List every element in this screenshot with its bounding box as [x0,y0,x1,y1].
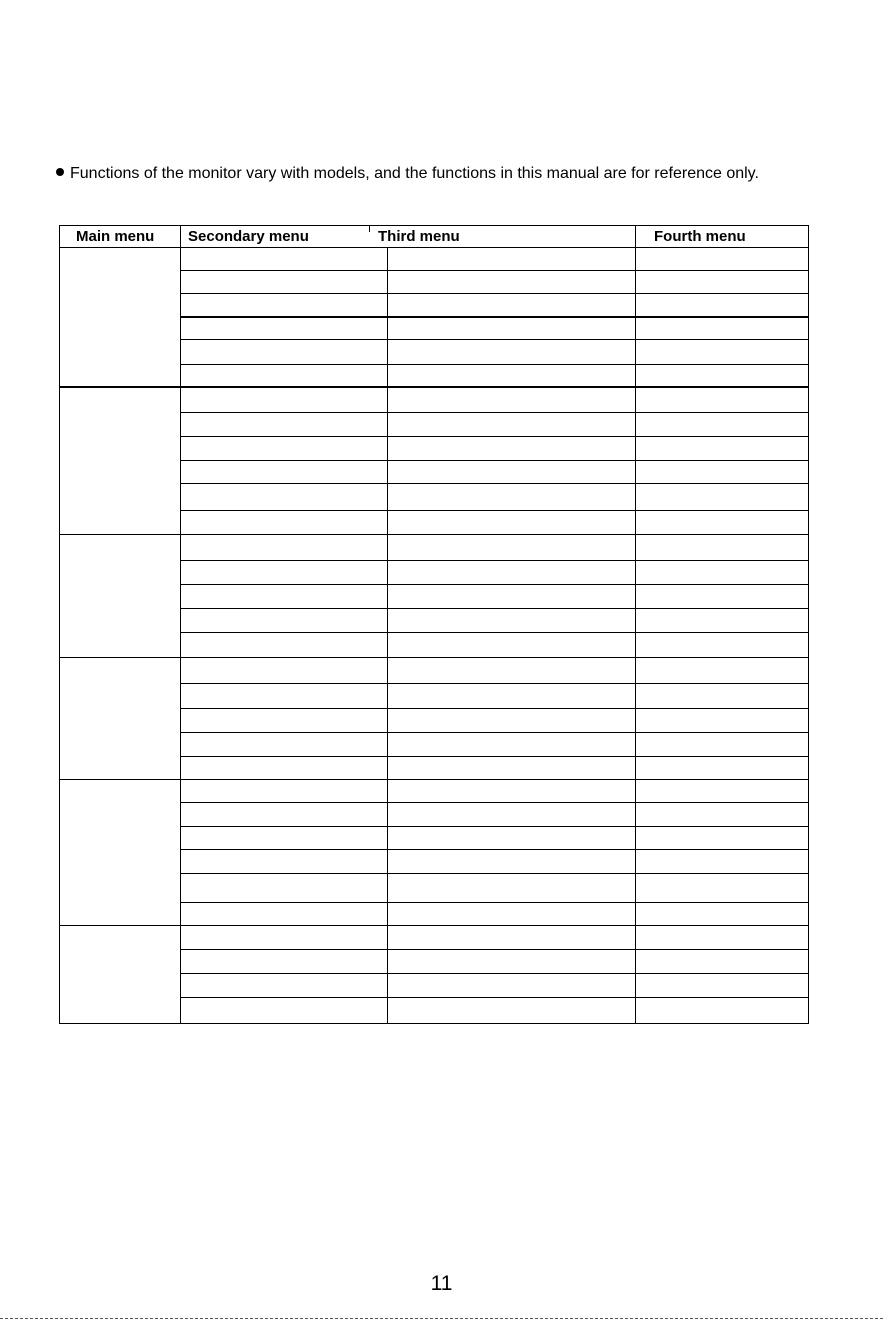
table-cell [181,535,387,560]
main-menu-cell [60,926,180,1020]
table-cell [388,658,635,683]
table-cell [636,780,808,802]
table-cell [181,950,387,973]
bullet-icon [56,168,64,176]
table-cell [181,484,387,510]
table-cell [636,658,808,683]
table-cell [181,609,387,632]
table-cell [636,998,808,1020]
table-cell [388,365,635,386]
table-cell [388,340,635,364]
table-cell [388,926,635,949]
table-cell [181,387,387,412]
reference-note-text: Functions of the monitor vary with models, and the functions in this manual are for reference only. [70,165,759,182]
table-cell [636,926,808,949]
main-menu-cell [60,387,180,534]
table-cell [181,294,387,316]
table-cell [388,437,635,460]
table-cell [636,903,808,925]
table-cell [636,803,808,826]
table-cell [388,903,635,925]
table-cell [388,633,635,657]
table-cell [636,484,808,510]
table-cell [181,684,387,708]
table-cell [636,294,808,316]
table-cell [181,365,387,386]
table-cell [181,974,387,997]
header-fourth-menu: Fourth menu [654,228,746,245]
table-cell [388,271,635,293]
table-cell [636,827,808,849]
table-cell [388,850,635,873]
table-cell [388,684,635,708]
table-cell [181,926,387,949]
table-cell [636,317,808,339]
table-cell [388,874,635,902]
table-cell [181,561,387,584]
table-cell [636,387,808,412]
table-cell [636,757,808,779]
table-cell [388,780,635,802]
table-cell [636,340,808,364]
table-cell [388,757,635,779]
table-cell [181,658,387,683]
table-cell [636,974,808,997]
table-cell [636,733,808,756]
column-divider [369,226,370,232]
reference-note [56,164,759,184]
table-cell [636,633,808,657]
table-cell [388,950,635,973]
table-cell [181,709,387,732]
table-cell [636,609,808,632]
table-cell [181,413,387,436]
table-cell [181,271,387,293]
table-cell [388,998,635,1020]
table-cell [181,733,387,756]
table-cell [388,413,635,436]
header-secondary-menu: Secondary menu [188,228,309,245]
table-cell [388,827,635,849]
main-menu-cell [60,535,180,657]
main-menu-cell [60,248,180,386]
table-cell [388,803,635,826]
table-cell [388,733,635,756]
table-cell [636,511,808,534]
table-cell [636,365,808,386]
table-cell [388,387,635,412]
table-cell [388,317,635,339]
table-cell [636,709,808,732]
page-number: 11 [430,1272,453,1295]
table-cell [636,437,808,460]
table-cell [636,585,808,608]
table-cell [181,998,387,1020]
table-cell [181,585,387,608]
table-cell [181,874,387,902]
table-cell [181,437,387,460]
table-cell [636,850,808,873]
table-cell [181,511,387,534]
table-cell [388,609,635,632]
table-cell [388,535,635,560]
table-cell [636,461,808,483]
table-cell [181,248,387,270]
main-menu-cell [60,780,180,925]
table-cell [388,248,635,270]
table-cell [181,317,387,339]
table-cell [388,585,635,608]
table-cell [388,484,635,510]
table-cell [181,803,387,826]
table-cell [388,461,635,483]
header-main-menu: Main menu [76,228,155,245]
table-cell [388,561,635,584]
table-cell [181,850,387,873]
footer-rule [0,1318,883,1319]
table-cell [388,974,635,997]
table-cell [636,950,808,973]
table-cell [181,461,387,483]
table-cell [636,684,808,708]
table-cell [388,294,635,316]
table-cell [636,413,808,436]
table-cell [181,780,387,802]
table-cell [636,874,808,902]
table-cell [636,248,808,270]
table-cell [181,757,387,779]
table-cell [181,633,387,657]
table-cell [636,535,808,560]
table-cell [181,903,387,925]
main-menu-cell [60,658,180,779]
table-cell [388,511,635,534]
table-cell [388,709,635,732]
table-cell [181,827,387,849]
table-cell [181,340,387,364]
table-cell [636,271,808,293]
header-third-menu: Third menu [378,228,460,245]
table-cell [636,561,808,584]
menu-structure-table [59,225,809,1024]
